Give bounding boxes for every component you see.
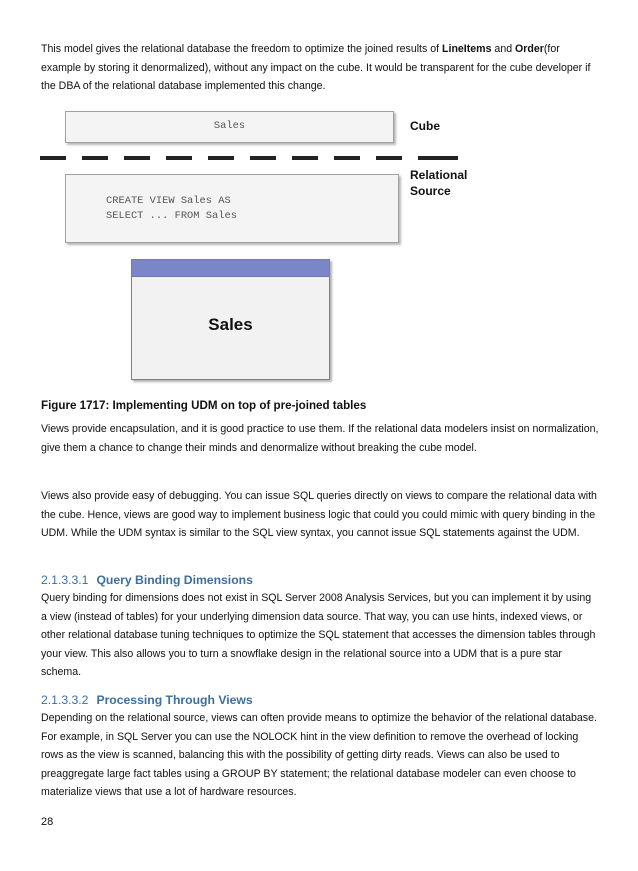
section2-title: Processing Through Views <box>96 693 253 707</box>
section-heading-query-binding <box>41 573 253 587</box>
sql-line-2: SELECT ... FROM Sales <box>106 210 237 222</box>
view-definition-box <box>65 174 399 243</box>
section1-title: Query Binding Dimensions <box>96 573 253 587</box>
sales-table-box <box>131 259 330 380</box>
intro-text-2: and <box>491 43 516 55</box>
table-title: Sales <box>208 315 253 334</box>
paragraph-debugging: Views also provide easy of debugging. You can issue SQL queries directly on views to compare the relational data with the cube. Hence, views are good way to implement business logic that could you could mimic with query binding in the UDM. While the UDM syntax is similar to the SQL view syntax, you cannot issue SQL statements against the UDM. <box>41 490 597 540</box>
intro-paragraph <box>41 40 599 96</box>
sql-line-1: CREATE VIEW Sales AS <box>106 195 231 207</box>
intro-bold-order: Order <box>515 43 544 55</box>
cube-sales-box <box>65 111 394 143</box>
section1-body: Query binding for dimensions does not exist in SQL Server 2008 Analysis Services, but you can implement it by using a view (instead of tables) for your underlying dimension data source. That way, you can use hints, indexed views, or other relational database tuning techniques to optimize the SQL statement that accesses the dimension tables through your view. This also allows you to turn a snowflake design in the relational source into a UDM that is a pure star schema. <box>41 592 596 679</box>
relational-label-line1: Relational <box>410 168 468 182</box>
intro-bold-lineitems: LineItems <box>442 43 492 55</box>
paragraph-encapsulation: Views provide encapsulation, and it is good practice to use them. If the relational data modelers insist on normalization, give them a chance to change their minds and denormalize without breaking the cube model. <box>41 423 599 454</box>
page-number: 28 <box>41 816 54 828</box>
cube-sales-label: Sales <box>213 120 246 132</box>
section-heading-processing-views <box>41 693 253 707</box>
relational-label-line2: Source <box>410 184 451 198</box>
cube-label: Cube <box>410 119 440 133</box>
section2-number: 2.1.3.3.2 <box>41 693 89 707</box>
intro-text-3: (for example by storing it denormalized), without any impact on the cube. It would be transparent for the cube developer if the DBA of the relational database implemented this change. <box>41 43 591 93</box>
section1-number: 2.1.3.3.1 <box>41 573 89 587</box>
intro-text-1: This model gives the relational database the freedom to optimize the joined results of <box>41 43 443 55</box>
figure-caption: Figure 1717: Implementing UDM on top of pre-joined tables <box>41 399 367 412</box>
relational-source-label <box>410 167 467 199</box>
table-header-bar <box>132 260 329 277</box>
section2-body: Depending on the relational source, views can often provide means to optimize the behavior of the relational database. For example, in SQL Server you can use the NOLOCK hint in the view definition to remove the overhead of locking rows as the view is scanned, balancing this with the possibility of getting dirty reads. Views can also be used to preaggregate large fact tables using a GROUP BY statement; the relational database modeler can even choose to materialize views that use a lot of hardware resources. <box>41 712 597 799</box>
